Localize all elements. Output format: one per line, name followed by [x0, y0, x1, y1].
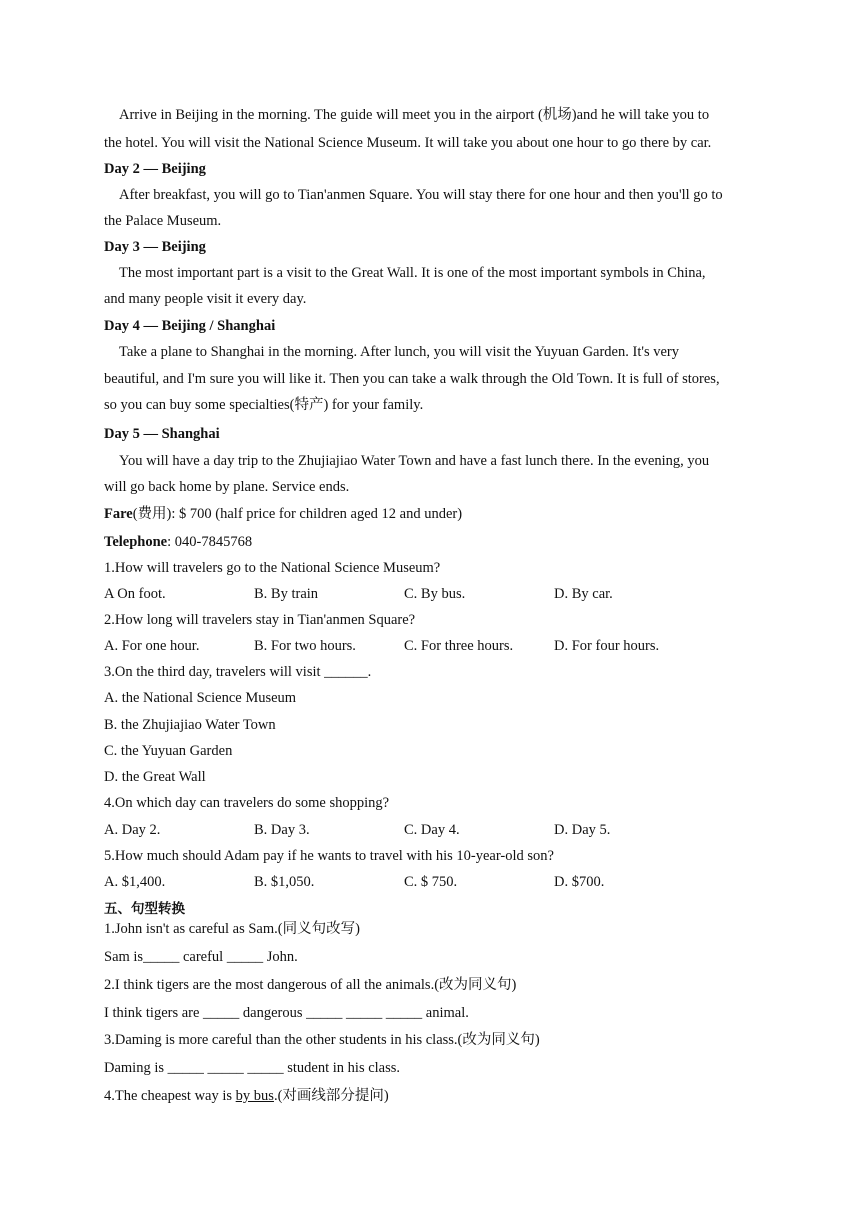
day4-line1: Take a plane to Shanghai in the morning. After lunch, you will visit the Yuyuan Garden. It's very — [119, 344, 679, 360]
day2-line2: the Palace Museum. — [104, 213, 222, 229]
transform-1: 1.John isn't as careful as Sam.(同义句改写) — [104, 921, 360, 937]
transform-3: 3.Daming is more careful than the other students in his class.(改为同义句) — [104, 1032, 540, 1048]
day1-line1: Arrive in Beijing in the morning. The guide will meet you in the airport (机场)and he will take you to — [119, 107, 710, 123]
question-5: 5.How much should Adam pay if he wants to travel with his 10-year-old son? — [104, 848, 554, 864]
question-3: 3.On the third day, travelers will visit ______. — [104, 664, 372, 680]
transform-2: 2.I think tigers are the most dangerous of all the animals.(改为同义句) — [104, 977, 517, 993]
question-4: 4.On which day can travelers do some shopping? — [104, 795, 390, 811]
day1-line2: the hotel. You will visit the National Science Museum. It will take you about one hour to go there by car. — [104, 135, 712, 151]
question-1: 1.How will travelers go to the National Science Museum? — [104, 560, 441, 576]
q5-option-a: A. $1,400. — [104, 874, 166, 890]
day2-line1: After breakfast, you will go to Tian'anmen Square. You will stay there for one hour and then you'll go to — [119, 187, 723, 203]
day3-heading: Day 3 — Beijing — [104, 239, 206, 255]
question-2: 2.How long will travelers stay in Tian'anmen Square? — [104, 612, 416, 628]
transform-3-answer: Daming is _____ _____ _____ student in his class. — [104, 1060, 401, 1076]
q1-option-b: B. By train — [254, 586, 319, 602]
q4-option-c: C. Day 4. — [404, 822, 460, 838]
q5-option-c: C. $ 750. — [404, 874, 458, 890]
telephone-text: : 040-7845768 — [167, 534, 253, 550]
day3-line1: The most important part is a visit to the Great Wall. It is one of the most important symbols in China, — [119, 265, 706, 281]
day4-line2: beautiful, and I'm sure you will like it. Then you can take a walk through the Old Town. It is full of stores, — [104, 371, 720, 387]
q3-option-b: B. the Zhujiajiao Water Town — [104, 717, 276, 733]
day2-heading: Day 2 — Beijing — [104, 161, 206, 177]
day4-heading: Day 4 — Beijing / Shanghai — [104, 318, 276, 334]
q3-option-c: C. the Yuyuan Garden — [104, 743, 233, 759]
q2-option-a: A. For one hour. — [104, 638, 200, 654]
q2-option-c: C. For three hours. — [404, 638, 514, 654]
q2-option-b: B. For two hours. — [254, 638, 356, 654]
telephone-label: Telephone — [104, 534, 168, 550]
fare-text: (费用): $ 700 (half price for children aged 12 and under) — [132, 506, 463, 522]
section-5-heading: 五、句型转换 — [104, 901, 185, 917]
q5-option-b: B. $1,050. — [254, 874, 315, 890]
q4-option-b: B. Day 3. — [254, 822, 310, 838]
transform-4-suffix: .(对画线部分提问) — [273, 1088, 389, 1104]
q4-option-d: D. Day 5. — [554, 822, 611, 838]
q1-option-c: C. By bus. — [404, 586, 466, 602]
q1-option-a: A On foot. — [104, 586, 166, 602]
q3-option-d: D. the Great Wall — [104, 769, 206, 785]
q4-option-a: A. Day 2. — [104, 822, 161, 838]
telephone-line — [104, 533, 252, 551]
transform-4-underlined: by bus — [235, 1088, 274, 1104]
transform-1-answer: Sam is_____ careful _____ John. — [104, 949, 298, 965]
day3-line2: and many people visit it every day. — [104, 291, 307, 307]
q5-option-d: D. $700. — [554, 874, 605, 890]
q3-option-a: A. the National Science Museum — [104, 690, 297, 706]
day5-heading: Day 5 — Shanghai — [104, 426, 220, 442]
q2-option-d: D. For four hours. — [554, 638, 660, 654]
day5-line1: You will have a day trip to the Zhujiajiao Water Town and have a fast lunch there. In the evening, you — [119, 453, 710, 469]
q1-option-d: D. By car. — [554, 586, 613, 602]
fare-line — [104, 505, 462, 523]
fare-label: Fare — [104, 506, 133, 522]
transform-4-prefix: 4.The cheapest way is — [104, 1088, 236, 1104]
day4-line3: so you can buy some specialties(特产) for your family. — [104, 397, 424, 413]
transform-2-answer: I think tigers are _____ dangerous _____ _____ _____ animal. — [104, 1005, 469, 1021]
day5-line2: will go back home by plane. Service ends. — [104, 479, 350, 495]
transform-4 — [104, 1087, 389, 1105]
